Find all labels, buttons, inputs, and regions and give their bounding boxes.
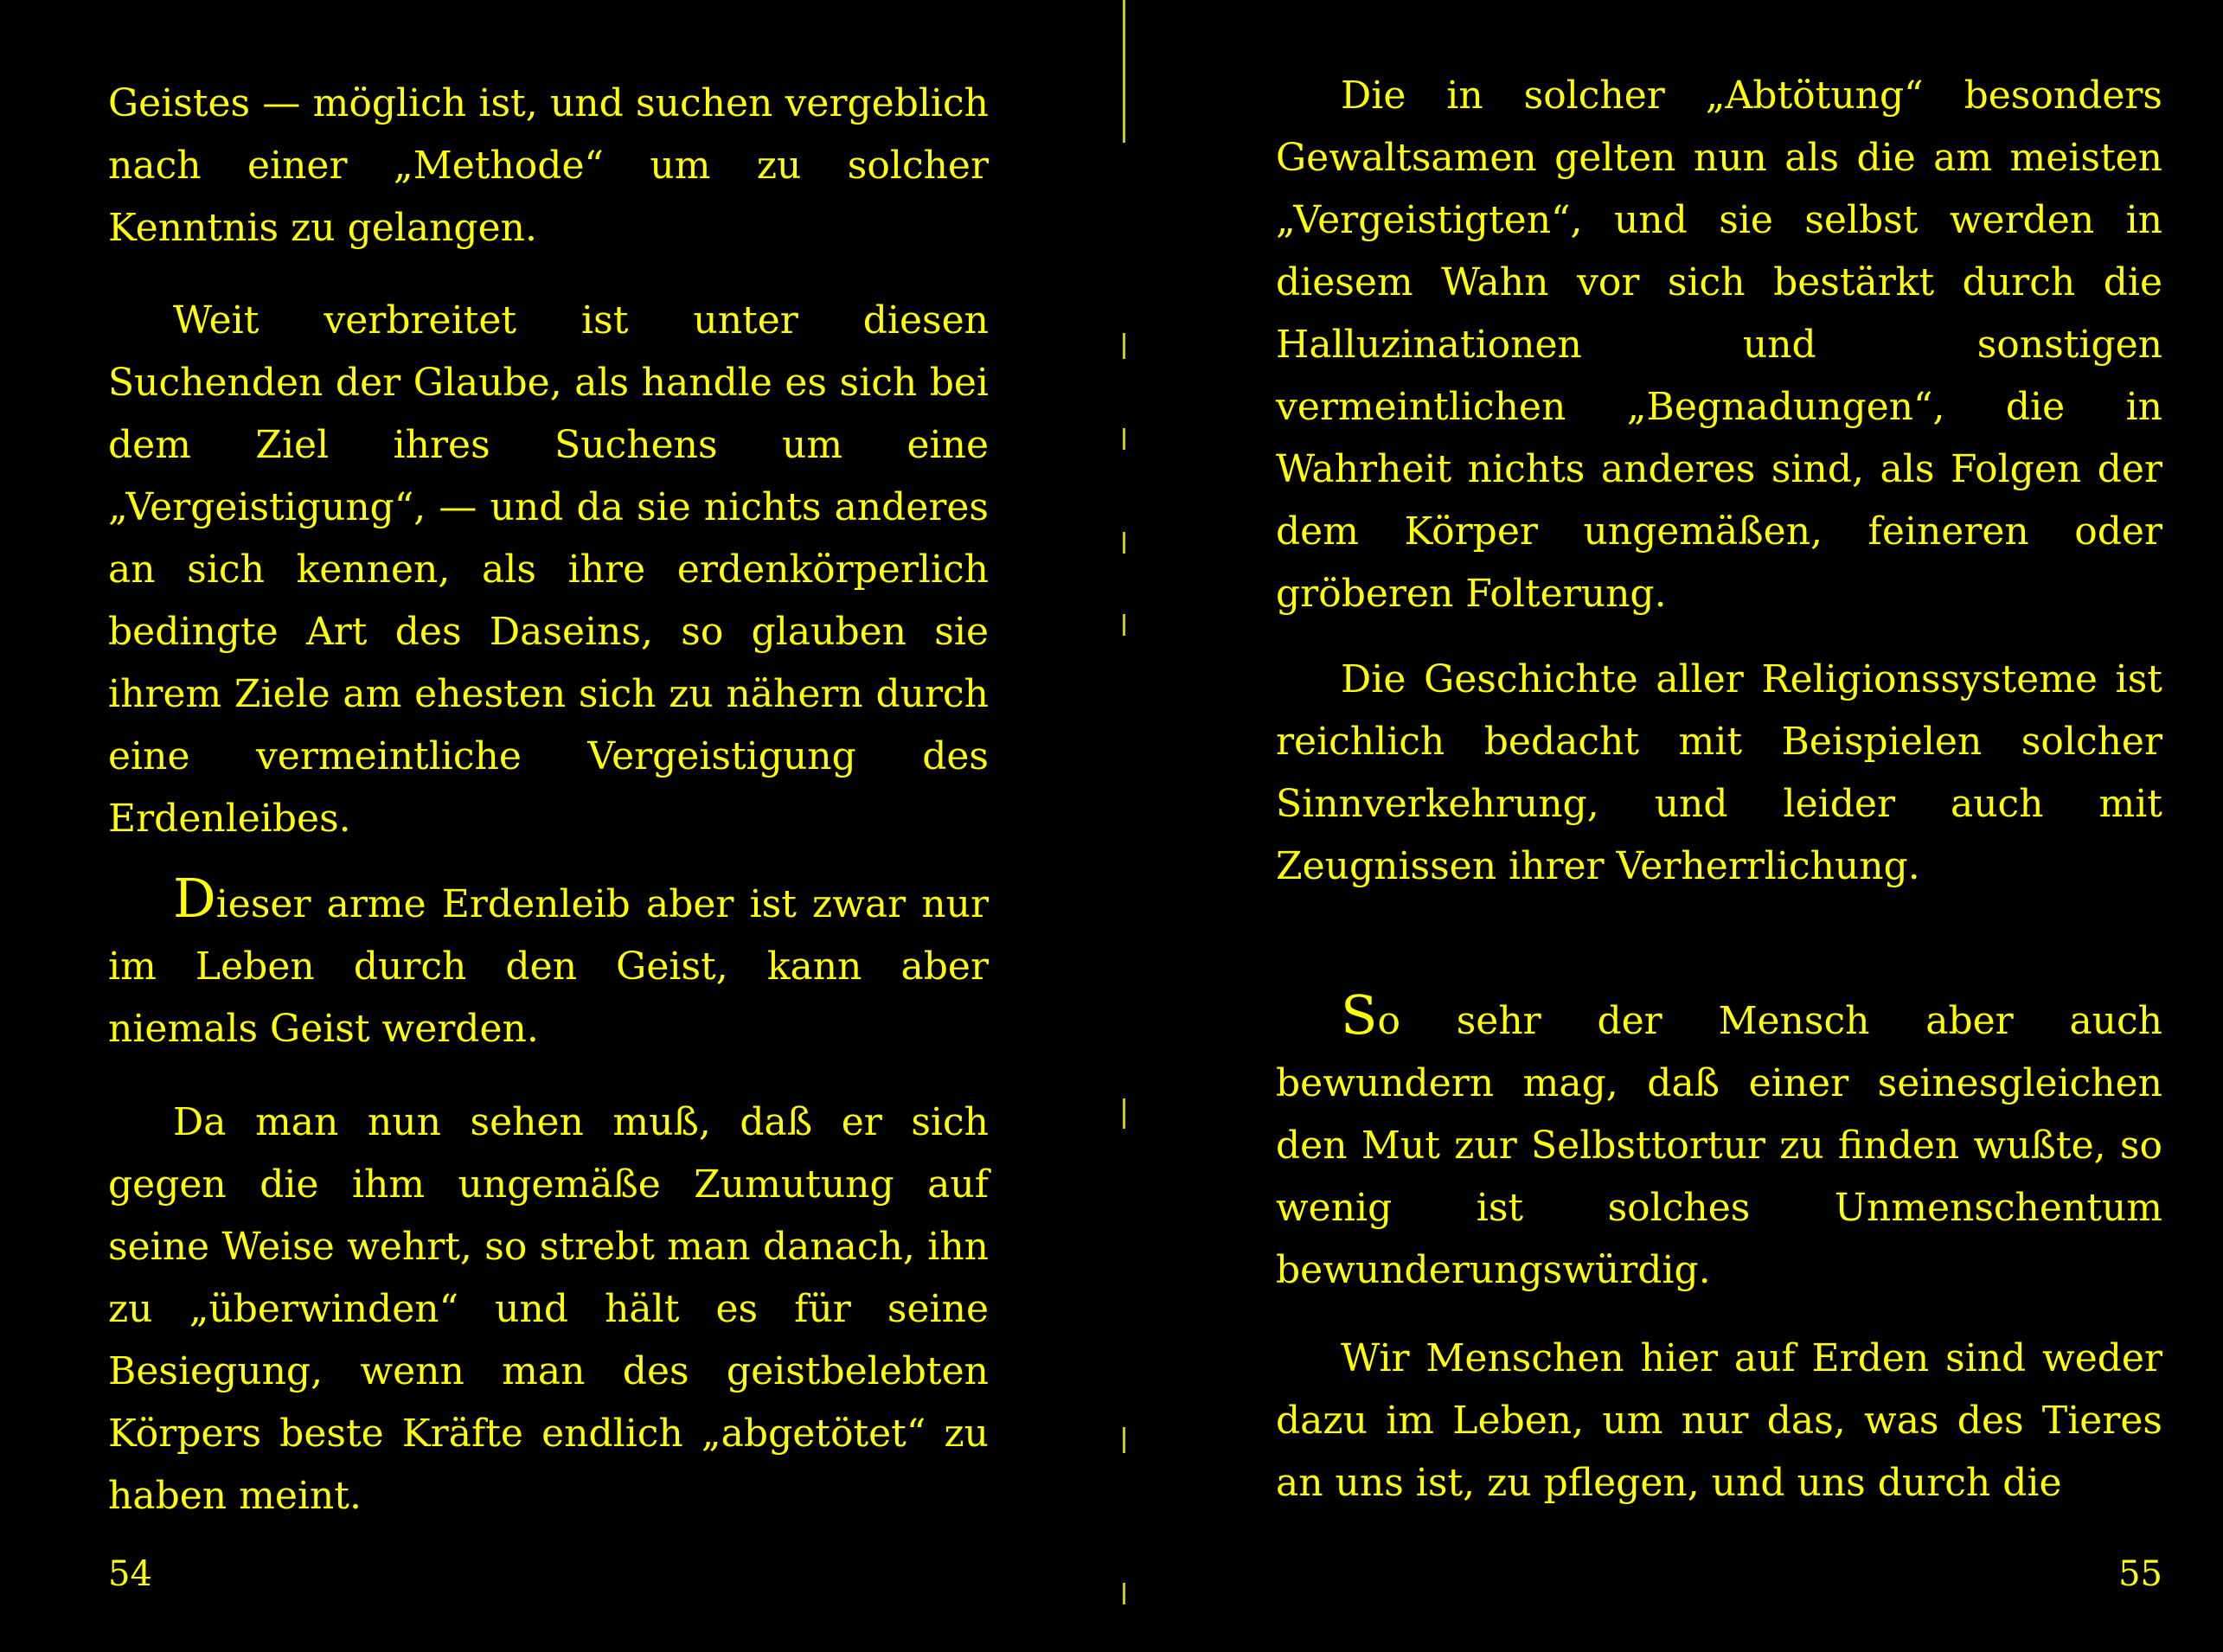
left-paragraph-3: [108, 867, 989, 1060]
gutter-edge-mark: [1123, 428, 1125, 450]
gutter-edge-mark: [1123, 614, 1125, 636]
right-paragraph-3-text: o sehr der Mensch aber auch bewundern mag, daß einer seinesgleichen den Mut zur Selbsttortur zu finden wußte, so wenig ist solches Unmenschentum bewunderungswürdig.: [1276, 999, 2162, 1292]
gutter-edge-mark: [1123, 333, 1125, 359]
right-paragraph-3: [1276, 983, 2162, 1302]
right-page: [1276, 0, 2162, 1652]
left-paragraph-4: Da man nun sehen muß, daß er sich gegen die ihm ungemäße Zumutung auf seine Weise wehrt, so strebt man danach, ihn zu „überwinden“ und hält es für seine Besiegung, wenn man des geistbelebten Körpers beste Kräfte endlich „abgetötet“ zu haben meint.: [108, 1100, 989, 1518]
left-page-number: 54: [108, 1554, 152, 1594]
gutter-edge-mark: [1123, 1098, 1125, 1129]
left-paragraph-2: Weit verbreitet ist unter diesen Suchenden der Glaube, als handle es sich bei dem Ziel ihres Suchens um eine „Vergeistigung“, — und da sie nichts anderes an sich kennen, als ihre erdenkörperlich bedingte Art des Daseins, so glauben sie ihrem Ziele am ehesten sich zu nähern durch eine vermeintliche Vergeistigung des Erdenleibes.: [108, 298, 989, 841]
gutter-edge-mark: [1123, 1427, 1125, 1453]
gutter-edge-mark: [1123, 0, 1125, 143]
left-initial-letter: D: [173, 867, 216, 930]
right-paragraph-4: Wir Menschen hier auf Erden sind weder dazu im Leben, um nur das, was des Tieres an uns ist, zu pflegen, und uns durch die: [1276, 1336, 2162, 1505]
gutter-edge-mark: [1123, 532, 1125, 554]
right-paragraph-2: Die Geschichte aller Religionssysteme ist reichlich bedacht mit Beispielen solcher Sinnverkehrung, und leider auch mit Zeugnissen ihrer Verherrlichung.: [1276, 657, 2162, 888]
book-gutter: [1116, 0, 1133, 1652]
right-page-number: 55: [2118, 1554, 2162, 1594]
right-initial-letter: S: [1341, 983, 1378, 1047]
right-paragraph-1: Die in solcher „Abtötung“ besonders Gewaltsamen gelten nun als die am meisten „Vergeistigten“, und sie selbst werden in diesem Wahn vor sich bestärkt durch die Halluzinationen und sonstigen vermeintlichen „Begnadungen“, die in Wahrheit nichts anderes sind, als Folgen der dem Körper ungemäßen, feineren oder gröberen Folterung.: [1276, 74, 2162, 616]
left-paragraph-3-text: ieser arme Erdenleib aber ist zwar nur im Leben durch den Geist, kann aber niemals Geist werden.: [108, 882, 989, 1051]
left-paragraph-1: Geistes — möglich ist, und suchen vergeblich nach einer „Methode“ um zu solcher Kenntnis zu gelangen.: [108, 81, 989, 250]
left-page: [108, 0, 989, 1652]
gutter-edge-mark: [1123, 1583, 1125, 1604]
